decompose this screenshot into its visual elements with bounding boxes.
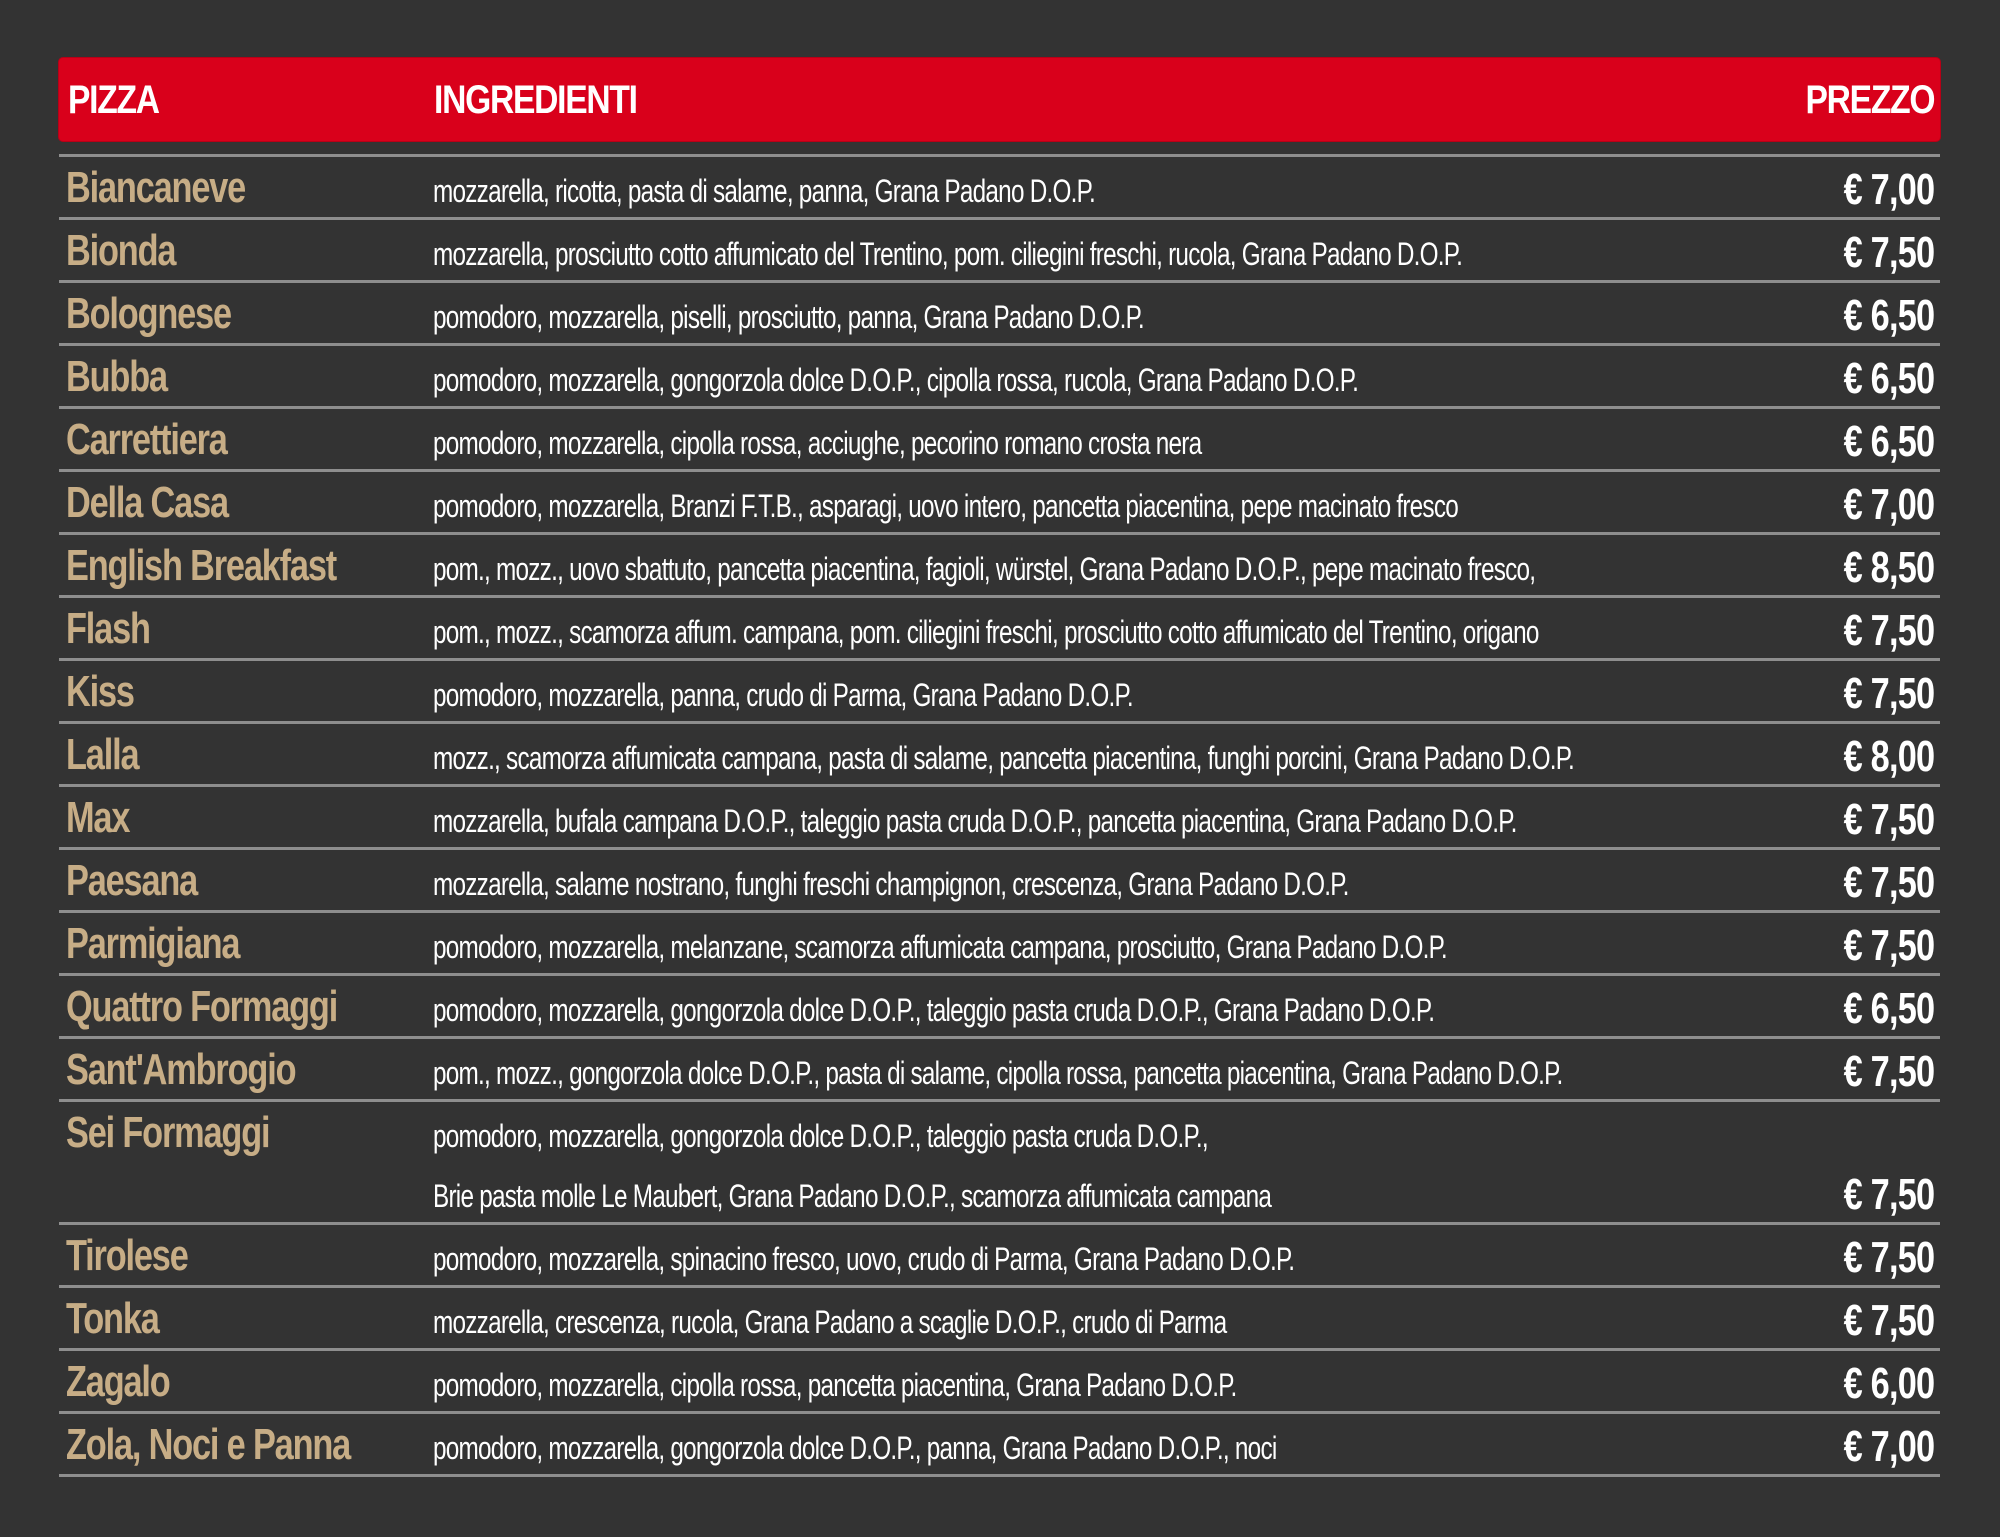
pizza-ingredients: pomodoro, mozzarella, gongorzola dolce D.O.P., panna, Grana Padano D.O.P., noci <box>433 1430 1277 1466</box>
menu-item-row <box>59 1102 1940 1225</box>
menu-item-row <box>59 724 1940 787</box>
pizza-price: € 6,50 <box>1843 291 1934 340</box>
pizza-name: Sant'Ambrogio <box>66 1045 296 1094</box>
pizza-ingredients: pomodoro, mozzarella, melanzane, scamorza affumicata campana, prosciutto, Grana Padano D.O.P. <box>433 929 1447 965</box>
pizza-price: € 7,50 <box>1843 1233 1934 1282</box>
menu-item-row <box>59 409 1940 472</box>
pizza-name: English Breakfast <box>66 541 337 590</box>
pizza-name: Tonka <box>66 1294 159 1343</box>
pizza-ingredients: pomodoro, mozzarella, gongorzola dolce D.O.P., cipolla rossa, rucola, Grana Padano D.O.P. <box>433 362 1359 398</box>
pizza-name: Zagalo <box>66 1357 170 1406</box>
pizza-name: Max <box>66 793 130 842</box>
pizza-name: Carrettiera <box>66 415 227 464</box>
pizza-name: Bionda <box>66 226 176 275</box>
pizza-price: € 8,50 <box>1843 543 1934 592</box>
pizza-ingredients: mozzarella, bufala campana D.O.P., taleggio pasta cruda D.O.P., pancetta piacentina, Grana Padano D.O.P. <box>433 803 1517 839</box>
pizza-price: € 6,50 <box>1843 984 1934 1033</box>
menu-item-row <box>59 535 1940 598</box>
header-ingredients-label: INGREDIENTI <box>434 78 637 122</box>
pizza-name: Flash <box>66 604 150 653</box>
menu-item-row <box>59 283 1940 346</box>
menu-item-row <box>59 1225 1940 1288</box>
menu-item-row <box>59 472 1940 535</box>
header-price-label: PREZZO <box>1805 78 1934 122</box>
pizza-name: Sei Formaggi <box>66 1108 270 1157</box>
pizza-price: € 7,50 <box>1843 1047 1934 1096</box>
pizza-menu <box>59 58 1940 1477</box>
pizza-ingredients: Brie pasta molle Le Maubert, Grana Padano D.O.P., scamorza affumicata campana <box>433 1178 1272 1214</box>
pizza-price: € 7,50 <box>1843 795 1934 844</box>
menu-item-row <box>59 346 1940 409</box>
pizza-price: € 7,50 <box>1843 669 1934 718</box>
menu-item-row <box>59 787 1940 850</box>
header-pizza-label: PIZZA <box>68 78 159 122</box>
pizza-name: Biancaneve <box>66 163 246 212</box>
pizza-ingredients: mozzarella, prosciutto cotto affumicato del Trentino, pom. ciliegini freschi, rucola, Grana Padano D.O.P. <box>433 236 1463 272</box>
menu-item-row <box>59 598 1940 661</box>
pizza-ingredients: mozz., scamorza affumicata campana, pasta di salame, pancetta piacentina, funghi porcini, Grana Padano D.O.P. <box>433 740 1575 776</box>
menu-item-row <box>59 1039 1940 1102</box>
pizza-name: Zola, Noci e Panna <box>66 1420 351 1469</box>
pizza-price: € 6,00 <box>1843 1359 1934 1408</box>
menu-item-row <box>59 157 1940 220</box>
menu-item-row <box>59 913 1940 976</box>
pizza-price: € 7,50 <box>1843 1170 1934 1219</box>
pizza-price: € 6,50 <box>1843 354 1934 403</box>
pizza-name: Kiss <box>66 667 134 716</box>
menu-item-row <box>59 220 1940 283</box>
pizza-ingredients: pomodoro, mozzarella, Branzi F.T.B., asparagi, uovo intero, pancetta piacentina, pepe macinato fresco <box>433 488 1459 524</box>
pizza-ingredients: pomodoro, mozzarella, spinacino fresco, uovo, crudo di Parma, Grana Padano D.O.P. <box>433 1241 1295 1277</box>
pizza-name: Bubba <box>66 352 167 401</box>
pizza-price: € 7,50 <box>1843 228 1934 277</box>
pizza-price: € 6,50 <box>1843 417 1934 466</box>
menu-item-row <box>59 661 1940 724</box>
pizza-ingredients: mozzarella, crescenza, rucola, Grana Padano a scaglie D.O.P., crudo di Parma <box>433 1304 1227 1340</box>
pizza-ingredients: pomodoro, mozzarella, cipolla rossa, pancetta piacentina, Grana Padano D.O.P. <box>433 1367 1237 1403</box>
pizza-name: Tirolese <box>66 1231 188 1280</box>
pizza-ingredients: pomodoro, mozzarella, panna, crudo di Parma, Grana Padano D.O.P. <box>433 677 1133 713</box>
pizza-ingredients: pom., mozz., uovo sbattuto, pancetta piacentina, fagioli, würstel, Grana Padano D.O.P., pepe macinato fresco, <box>433 551 1536 587</box>
menu-header <box>59 58 1940 141</box>
pizza-price: € 7,50 <box>1843 1296 1934 1345</box>
pizza-name: Della Casa <box>66 478 228 527</box>
pizza-name: Paesana <box>66 856 198 905</box>
pizza-name: Quattro Formaggi <box>66 982 338 1031</box>
menu-item-row <box>59 1414 1940 1477</box>
menu-item-row <box>59 1288 1940 1351</box>
pizza-price: € 7,50 <box>1843 606 1934 655</box>
pizza-price: € 8,00 <box>1843 732 1934 781</box>
pizza-ingredients: mozzarella, salame nostrano, funghi freschi champignon, crescenza, Grana Padano D.O.P. <box>433 866 1349 902</box>
pizza-price: € 7,50 <box>1843 921 1934 970</box>
pizza-price: € 7,50 <box>1843 858 1934 907</box>
pizza-ingredients: mozzarella, ricotta, pasta di salame, panna, Grana Padano D.O.P. <box>433 173 1095 209</box>
pizza-ingredients: pom., mozz., gongorzola dolce D.O.P., pasta di salame, cipolla rossa, pancetta piacentina, Grana Padano D.O.P. <box>433 1055 1563 1091</box>
menu-item-row <box>59 1351 1940 1414</box>
pizza-ingredients: pom., mozz., scamorza affum. campana, pom. ciliegini freschi, prosciutto cotto affumicato del Trentino, origano <box>433 614 1539 650</box>
pizza-name: Bolognese <box>66 289 231 338</box>
menu-items-list <box>59 157 1940 1477</box>
pizza-name: Lalla <box>66 730 139 779</box>
pizza-price: € 7,00 <box>1843 165 1934 214</box>
pizza-ingredients: pomodoro, mozzarella, gongorzola dolce D.O.P., taleggio pasta cruda D.O.P., <box>433 1118 1208 1154</box>
menu-item-row <box>59 850 1940 913</box>
pizza-ingredients: pomodoro, mozzarella, gongorzola dolce D.O.P., taleggio pasta cruda D.O.P., Grana Padano D.O.P. <box>433 992 1435 1028</box>
pizza-name: Parmigiana <box>66 919 240 968</box>
menu-item-row <box>59 976 1940 1039</box>
pizza-price: € 7,00 <box>1843 1422 1934 1471</box>
pizza-ingredients: pomodoro, mozzarella, piselli, prosciutto, panna, Grana Padano D.O.P. <box>433 299 1144 335</box>
pizza-ingredients: pomodoro, mozzarella, cipolla rossa, acciughe, pecorino romano crosta nera <box>433 425 1202 461</box>
pizza-price: € 7,00 <box>1843 480 1934 529</box>
